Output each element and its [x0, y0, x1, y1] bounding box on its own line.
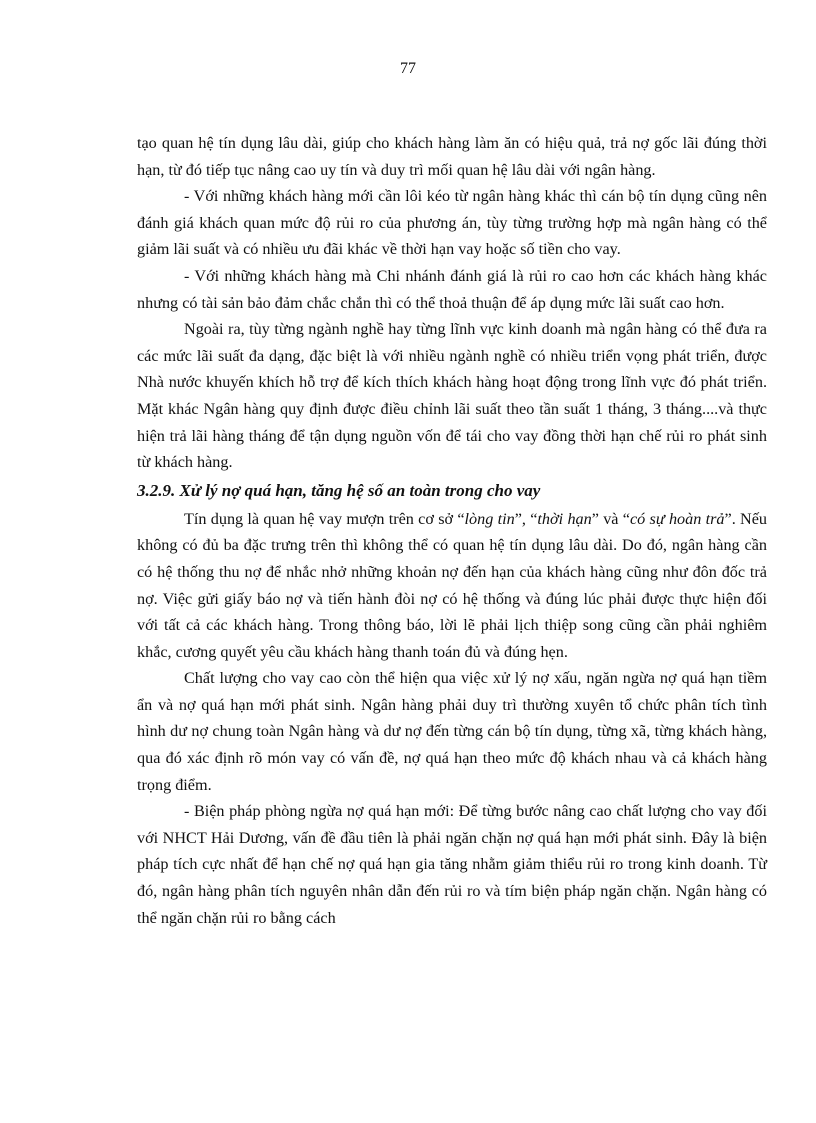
section-number: 3.2.9. [137, 480, 176, 500]
italic-term-trust: lòng tin [464, 509, 515, 528]
paragraph-high-risk-customers: - Với những khách hàng mà Chi nhánh đánh giá là rủi ro cao hơn các khách hàng khác nhưng có tài sản bảo đảm chắc chắn thì có thể thoả thuận để áp dụng mức lãi suất cao hơn. [137, 266, 767, 312]
paragraph-continuation: tạo quan hệ tín dụng lâu dài, giúp cho khách hàng làm ăn có hiệu quả, trả nợ gốc lãi đúng thời hạn, từ đó tiếp tục nâng cao uy tín và duy trì mối quan hệ lâu dài với ngân hàng. [137, 134, 767, 179]
document-body [137, 130, 767, 931]
text-run: ”. Nếu không có đủ ba đặc trưng trên thì không thể có quan hệ tín dụng lâu dài. Do đó, ngân hàng cần có hệ thống thu nợ để nhắc nhở những khoản nợ đến hạn của khách hàng cũng như đôn đốc trả nợ. Việc gửi giấy báo nợ và tiến hành đòi nợ có hệ thống và đúng lúc phải được thực hiện đối với tất cả các khách hàng. Trong thông báo, lời lẽ phải lịch thiệp song cũng cần phải nghiêm khắc, cương quyết yêu cầu khách hàng thanh toán đủ và đúng hẹn. [137, 509, 768, 661]
section-title: Xử lý nợ quá hạn, tăng hệ số an toàn trong cho vay [179, 480, 541, 500]
text-run: ”, “ [514, 509, 538, 528]
text-run: Tín dụng là quan hệ vay mượn trên cơ sở “ [184, 509, 465, 528]
italic-term-repayment: có sự hoàn trả [629, 509, 725, 528]
section-heading [137, 476, 767, 506]
paragraph-credit-definition [137, 506, 767, 666]
paragraph-prevention-measures: - Biện pháp phòng ngừa nợ quá hạn mới: Để từng bước nâng cao chất lượng cho vay đối với NHCT Hải Dương, vấn đề đầu tiên là phải ngăn chặn nợ quá hạn mới phát sinh. Đây là biện pháp tích cực nhất để hạn chế nợ quá hạn gia tăng nhằm giảm thiểu rủi ro trong kinh doanh. Từ đó, ngân hàng phân tích nguyên nhân dẫn đến rủi ro và tím biện pháp ngăn chặn. Ngân hàng có thể ngăn chặn rủi ro bằng cách [137, 802, 767, 927]
page-number: 77 [400, 60, 416, 77]
text-run: ” và “ [591, 509, 630, 528]
italic-term-term: thời hạn [537, 509, 592, 528]
paragraph-loan-quality: Chất lượng cho vay cao còn thể hiện qua việc xử lý nợ xấu, ngăn ngừa nợ quá hạn tiềm ẩn và nợ quá hạn mới phát sinh. Ngân hàng phải duy trì thường xuyên tổ chức phân tích tình hình dư nợ chung toàn Ngân hàng và dư nợ đến từng cán bộ tín dụng, từng xã, từng khách hàng, qua đó xác định rõ món vay có vấn đề, nợ quá hạn theo mức độ khách nhau và cả khách hàng trọng điểm. [137, 669, 767, 794]
paragraph-new-customers: - Với những khách hàng mới cần lôi kéo từ ngân hàng khác thì cán bộ tín dụng cũng nên đánh giá khách quan mức độ rủi ro của phương án, tùy từng trường hợp mà ngân hàng có thể giảm lãi suất và có nhiều ưu đãi khác về thời hạn vay hoặc số tiền cho vay. [137, 187, 767, 259]
paragraph-interest-rates: Ngoài ra, tùy từng ngành nghề hay từng lĩnh vực kinh doanh mà ngân hàng có thể đưa ra các mức lãi suất đa dạng, đặc biệt là với nhiều ngành nghề có nhiều triển vọng phát triển, được Nhà nước khuyến khích hỗ trợ để kích thích khách hàng hoạt động trong lĩnh vực đó phát triển. Mặt khác Ngân hàng quy định được điều chỉnh lãi suất theo tần suất 1 tháng, 3 tháng....và thực hiện trả lãi hàng tháng để tận dụng nguồn vốn để tái cho vay đồng thời hạn chế rủi ro phát sinh từ khách hàng. [137, 320, 767, 472]
